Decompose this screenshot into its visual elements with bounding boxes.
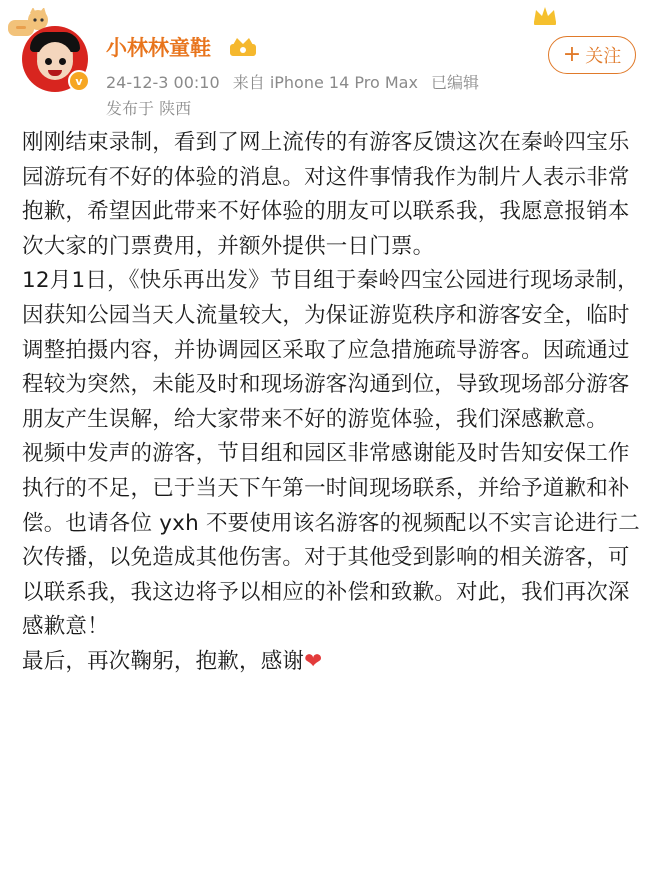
post-location: 发布于 陕西: [106, 99, 192, 118]
edited-label[interactable]: 已编辑: [431, 73, 480, 92]
post-timestamp: 24-12-3 00:10: [106, 73, 220, 92]
follow-label: 关注: [585, 46, 622, 67]
author-name[interactable]: 小林林童鞋: [106, 36, 211, 60]
post-source: 来自 iPhone 14 Pro Max: [232, 73, 418, 92]
plus-icon: +: [562, 42, 582, 67]
follow-button[interactable]: [548, 36, 636, 74]
verified-badge-icon: v: [68, 70, 90, 92]
post-paragraph: 刚刚结束录制，看到了网上流传的有游客反馈这次在秦岭四宝乐园游玩有不好的体验的消息。对这件事情我作为制片人表示非常抱歉，希望因此带来不好体验的朋友可以联系我，我愿意报销本次大家的门票费用，并额外提供一日门票。: [22, 130, 630, 259]
post-paragraph: 12月1日，《快乐再出发》节目组于秦岭四宝公园进行现场录制，因获知公园当天人流量较大，为保证游览秩序和游客安全，临时调整拍摄内容，并协调园区采取了应急措施疏导游客。因疏通过程较为突然，未能及时和现场游客沟通到位，导致现场部分游客朋友产生误解，给大家带来不好的游览体验，我们深感歉意。: [22, 268, 639, 432]
vip-crown-icon: [228, 35, 258, 57]
post-header: [0, 0, 660, 120]
post-paragraph: 视频中发声的游客，节目组和园区非常感谢能及时告知安保工作执行的不足，已于当天下午第一时间现场联系，并给予道歉和补偿。也请各位 yxh 不要使用该名游客的视频配以不实言论进行二次传播，以免造成其他伤害。对于其他受到影响的相关游客，可以联系我，我这边将予以相应的补偿和致歉。对此，我们再次深感歉意！: [22, 441, 640, 640]
post-paragraph-closing: [22, 645, 642, 680]
closing-text: 最后，再次鞠躬，抱歉，感谢: [22, 648, 305, 674]
crown-icon: [532, 4, 558, 26]
post-body: [22, 126, 642, 680]
heart-icon: ❤: [304, 648, 323, 674]
post-meta: [106, 70, 487, 93]
